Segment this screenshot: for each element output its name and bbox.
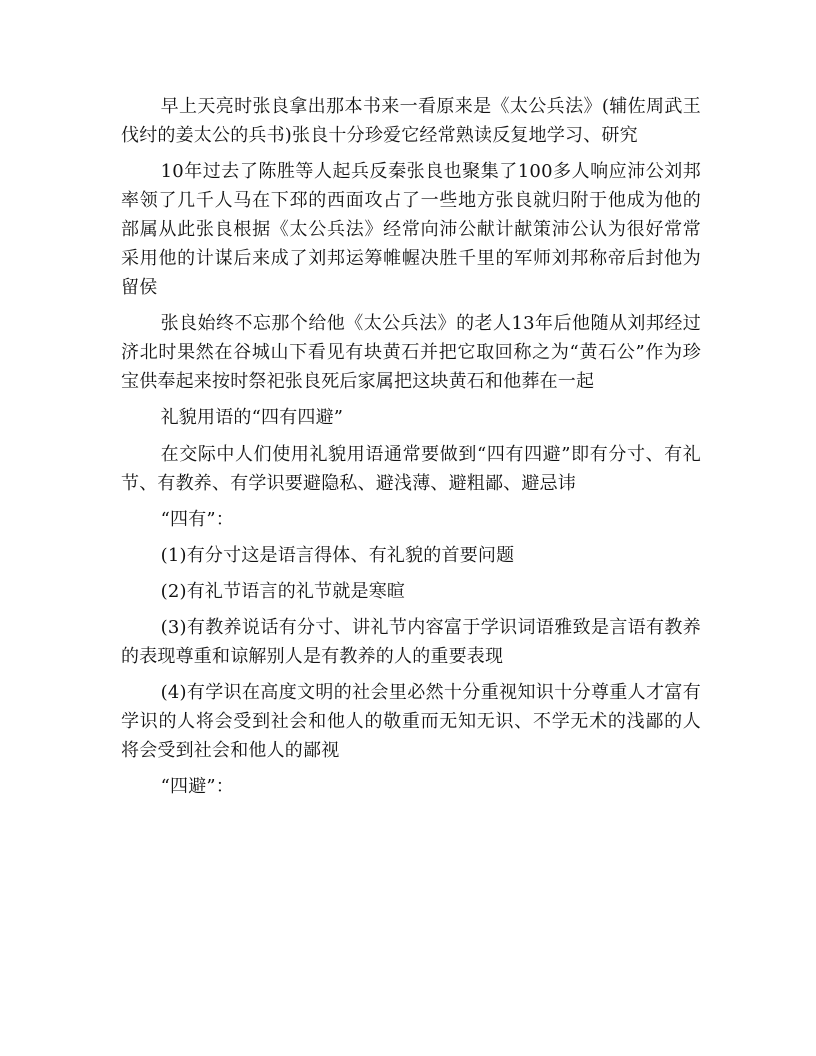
subheading-four-avoids: “四避”： [160,776,234,797]
paragraph-intro-four-haves: 在交际中人们使用礼貌用语通常要做到“四有四避”即有分寸、有礼节、有教养、有学识要避隐私、避浅薄、避粗鄙、避忌讳 [121,444,701,494]
list-item-3: (3)有教养说话有分寸、讲礼节内容富于学识词语雅致是言语有教养的表现尊重和谅解别人是有教养的人的重要表现 [121,617,701,667]
document-body [121,92,701,808]
paragraph-taigong-book: 早上天亮时张良拿出那本书来一看原来是《太公兵法》(辅佐周武王伐纣的姜太公的兵书)张良十分珍爱它经常熟读反复地学习、研究 [121,96,701,146]
section-heading-four-haves-four-avoids: 礼貌用语的“四有四避” [160,407,344,428]
list-item-2: (2)有礼节语言的礼节就是寒暄 [160,581,406,602]
paragraph-ten-years-later: 10年过去了陈胜等人起兵反秦张良也聚集了100多人响应沛公刘邦率领了几千人马在下邳的西面攻占了一些地方张良就归附于他成为他的部属从此张良根据《太公兵法》经常向沛公献计献策沛公认为很好常常采用他的计谋后来成了刘邦运筹帷幄决胜千里的军师刘邦称帝后封他为留侯 [121,161,701,298]
list-item-4: (4)有学识在高度文明的社会里必然十分重视知识十分尊重人才富有学识的人将会受到社会和他人的敬重而无知无识、不学无术的浅鄙的人将会受到社会和他人的鄙视 [121,682,701,761]
list-item-1: (1)有分寸这是语言得体、有礼貌的首要问题 [160,545,515,566]
subheading-four-haves: “四有”： [160,509,234,530]
paragraph-yellow-stone: 张良始终不忘那个给他《太公兵法》的老人13年后他随从刘邦经过济北时果然在谷城山下看见有块黄石并把它取回称之为“黄石公”作为珍宝供奉起来按时祭祀张良死后家属把这块黄石和他葬在一起 [121,313,701,392]
